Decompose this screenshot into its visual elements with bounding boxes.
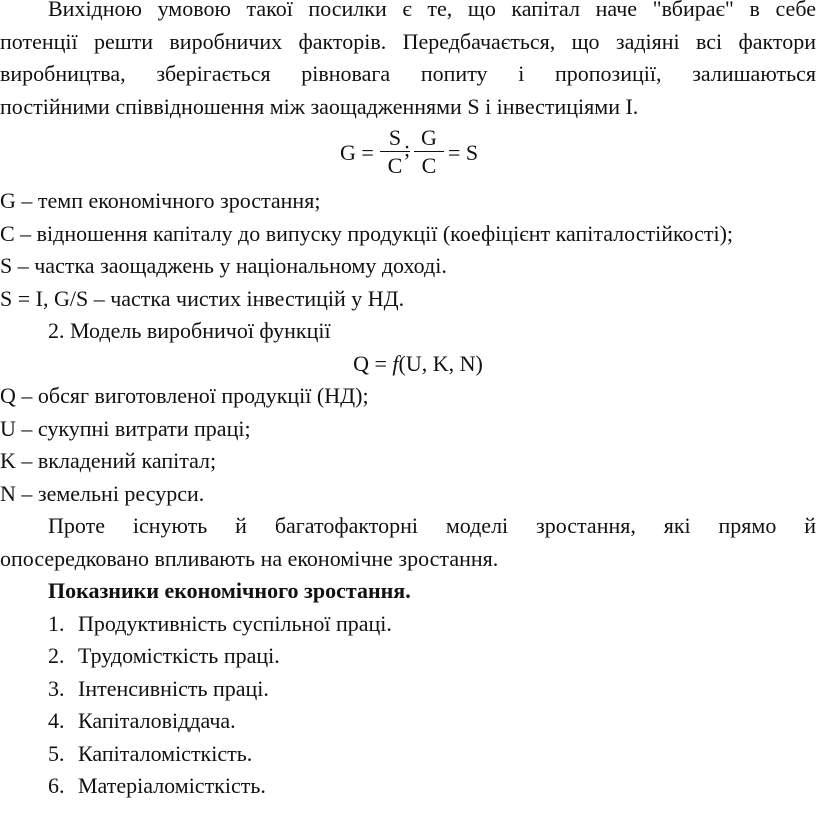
intro-line: потенції решти виробничих факторів. Передбачається, що задіяні всі фактори bbox=[0, 28, 816, 54]
indicators-list bbox=[0, 608, 816, 803]
list-item bbox=[0, 738, 816, 771]
list-text: Продуктивність суспільної праці. bbox=[78, 610, 392, 636]
formula-production-function bbox=[0, 348, 816, 381]
intro-line: Вихідною умовою такої посилки є те, що капітал наче "вбирає" в себе bbox=[48, 0, 816, 21]
list-number: 3. bbox=[48, 675, 65, 701]
intro-paragraph bbox=[0, 0, 816, 123]
formula-lhs: G = bbox=[340, 140, 374, 165]
list-number: 5. bbox=[48, 740, 65, 766]
multifactor-paragraph bbox=[0, 510, 816, 575]
definition-line: K – вкладений капітал; bbox=[0, 448, 217, 473]
list-text: Інтенсивність праці. bbox=[78, 675, 269, 701]
list-number: 6. bbox=[48, 773, 65, 798]
list-number: 4. bbox=[48, 708, 65, 733]
definition-line: Q – обсяг виготовленої продукції (НД); bbox=[0, 383, 369, 408]
fraction-denominator: C bbox=[421, 153, 437, 178]
paragraph-line: опосередковано впливають на економічне зростання. bbox=[0, 545, 499, 571]
intro-line: постійними співвідношення між заощадженнями S і інвестиціями I. bbox=[0, 93, 639, 119]
list-text: Капіталомісткість. bbox=[78, 740, 253, 766]
list-number: 1. bbox=[48, 610, 65, 636]
intro-line: виробництва, зберігається рівновага попиту і пропозиції, залишаються bbox=[0, 61, 816, 86]
list-item bbox=[0, 705, 816, 738]
list-item bbox=[0, 770, 816, 803]
formula-args: (U, K, N) bbox=[398, 350, 483, 376]
fraction-numerator: G bbox=[414, 125, 444, 152]
indicators-heading bbox=[0, 575, 816, 608]
list-item bbox=[0, 673, 816, 706]
definitions-list-2 bbox=[0, 380, 816, 510]
fraction-denominator: C bbox=[387, 153, 403, 178]
fraction-g-over-c bbox=[414, 125, 444, 178]
definition-line: C – відношення капіталу до випуску продукції (коефіцієнт капіталостійкості); bbox=[0, 220, 734, 246]
indicators-heading-text: Показники економічного зростання. bbox=[48, 578, 411, 603]
definition-line: U – сукупні витрати праці; bbox=[0, 415, 251, 441]
paragraph-line: Проте існують й багатофакторні моделі зростання, які прямо й bbox=[48, 513, 816, 538]
list-item bbox=[0, 640, 816, 673]
function-symbol: f bbox=[392, 350, 399, 376]
definitions-list-1 bbox=[0, 185, 816, 315]
formula-separator: ; bbox=[404, 136, 411, 161]
definition-line: S – частка заощаджень у національному доході. bbox=[0, 253, 447, 278]
list-text: Капіталовіддача. bbox=[78, 708, 236, 733]
list-item bbox=[0, 608, 816, 641]
formula-rhs: = S bbox=[448, 140, 479, 165]
list-text: Матеріаломісткість. bbox=[78, 773, 266, 798]
definition-line: S = I, G/S – частка чистих інвестицій у НД. bbox=[0, 285, 405, 311]
definition-line: G – темп економічного зростання; bbox=[0, 188, 321, 213]
definition-line: N – земельні ресурси. bbox=[0, 480, 205, 506]
list-number: 2. bbox=[48, 643, 65, 668]
formula-lhs: Q = bbox=[353, 350, 393, 376]
list-text: Трудомісткість праці. bbox=[78, 643, 280, 668]
model-heading: 2. Модель виробничої функції bbox=[48, 318, 331, 343]
fraction-numerator: S bbox=[380, 125, 410, 152]
formula-harrod-domar bbox=[0, 123, 816, 185]
